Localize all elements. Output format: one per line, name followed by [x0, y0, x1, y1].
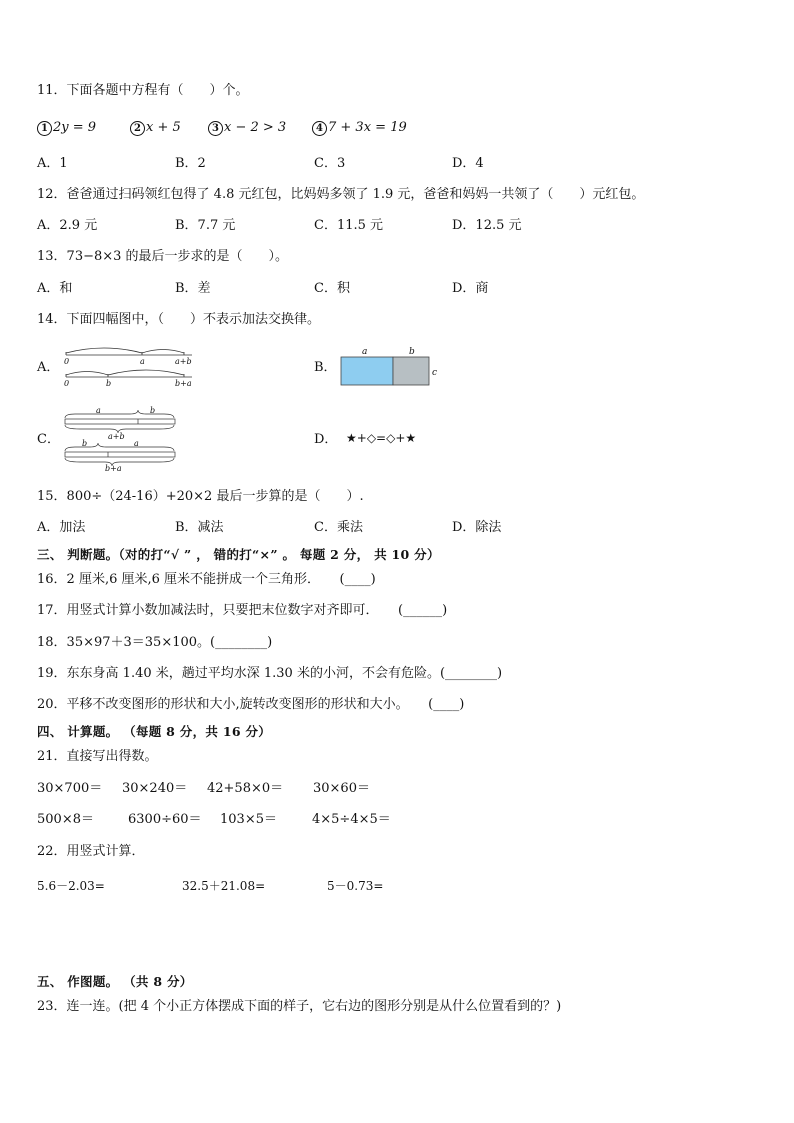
- figc-bottom-b: b: [82, 439, 88, 448]
- q21-r1-c2: 30×240＝: [122, 781, 188, 796]
- q11-option-c[interactable]: C．3: [314, 156, 346, 171]
- q13-option-c[interactable]: C．积: [314, 281, 350, 296]
- q21-r2-c4: 4×5÷4×5＝: [312, 812, 391, 827]
- q14-option-a[interactable]: A．: [37, 360, 60, 375]
- figc-top-sum: a+b: [108, 432, 125, 441]
- q16-text: 16．2 厘米,6 厘米,6 厘米不能拼成一个三角形． (____): [37, 572, 376, 587]
- figa-line1-zero: 0: [64, 357, 70, 366]
- q15-stem: 15．800÷（24-16）+20×2 最后一步算的是（ ）.: [37, 489, 364, 504]
- q14-figure-a: [60, 345, 200, 390]
- q13-option-b[interactable]: B．差: [175, 281, 211, 296]
- q14-option-d[interactable]: D．: [314, 432, 338, 447]
- q15-option-b[interactable]: B．减法: [175, 520, 224, 535]
- q21-r1-c4: 30×60＝: [313, 781, 370, 796]
- q12-option-b[interactable]: B．7.7 元: [175, 218, 236, 233]
- q22-item-2: 32.5＋21.08=: [182, 879, 266, 893]
- q21-r1-c1: 30×700＝: [37, 781, 103, 796]
- q14-figure-d: ★+◇=◇+★: [346, 431, 417, 445]
- figb-label-a: a: [362, 347, 368, 357]
- q13-option-a[interactable]: A．和: [37, 281, 73, 296]
- q15-option-d[interactable]: D．除法: [452, 520, 502, 535]
- figb-rect-a: [341, 357, 393, 385]
- q11-item-3: 3 x − 2 > 3: [208, 119, 286, 137]
- q11-stem: 11．下面各题中方程有（ ）个。: [37, 83, 249, 98]
- q21-r2-c3: 103×5＝: [220, 812, 277, 827]
- q21-stem: 21．直接写出得数。: [37, 749, 158, 764]
- q14-figure-c: [60, 404, 180, 472]
- figb-label-b: b: [409, 347, 415, 357]
- figc-top-b: b: [150, 406, 156, 415]
- q15-option-c[interactable]: C．乘法: [314, 520, 363, 535]
- q15-option-a[interactable]: A．加法: [37, 520, 86, 535]
- q23-text: 23．连一连。(把 4 个小正方体摆成下面的样子，它右边的图形分别是从什么位置看到的？): [37, 999, 562, 1014]
- q21-r2-c1: 500×8＝: [37, 812, 94, 827]
- q22-stem: 22．用竖式计算．: [37, 844, 145, 859]
- q18-text: 18．35×97＋3＝35×100。(________): [37, 635, 273, 650]
- figa-line2-b: b: [106, 379, 112, 388]
- q12-option-c[interactable]: C．11.5 元: [314, 218, 384, 233]
- q14-figure-b: [335, 345, 445, 390]
- q22-item-1: 5.6－2.03=: [37, 879, 105, 893]
- q13-stem: 13．73−8×3 的最后一步求的是（ ）。: [37, 249, 289, 264]
- figa-line2-ba: b+a: [175, 379, 192, 388]
- q19-text: 19．东东身高 1.40 米，趟过平均水深 1.30 米的小河，不会有危险。(________): [37, 666, 503, 681]
- figb-rect-b: [393, 357, 429, 385]
- section-3-heading: 三、 判断题。（对的打“√ ” ， 错的打“×” 。 每题 2 分， 共 10 分）: [37, 547, 440, 562]
- section-5-heading: 五、 作图题。 （共 8 分）: [37, 974, 193, 989]
- figc-bottom-sum: b+a: [105, 464, 122, 472]
- q11-option-a[interactable]: A．1: [37, 156, 68, 171]
- q14-stem: 14．下面四幅图中，（ ）不表示加法交换律。: [37, 312, 321, 327]
- q12-option-a[interactable]: A．2.9 元: [37, 218, 98, 233]
- q11-item-4: 4 7 + 3x = 19: [312, 119, 407, 137]
- figa-line1-ab: a+b: [175, 357, 192, 366]
- figc-top-a: a: [96, 406, 101, 415]
- q21-r1-c3: 42+58×0＝: [207, 781, 284, 796]
- figa-line2-zero: 0: [64, 379, 70, 388]
- q17-text: 17．用竖式计算小数加减法时，只要把末位数字对齐即可． (______): [37, 603, 448, 618]
- q22-item-3: 5－0.73=: [327, 879, 384, 893]
- q12-stem: 12．爸爸通过扫码领红包得了 4.8 元红包，比妈妈多领了 1.9 元，爸爸和妈妈一共领了（ ）元红包。: [37, 187, 645, 202]
- figa-line1-a: a: [140, 357, 145, 366]
- section-4-heading: 四、 计算题。 （每题 8 分，共 16 分）: [37, 724, 272, 739]
- q20-text: 20．平移不改变图形的形状和大小,旋转改变图形的形状和大小。 (____): [37, 697, 465, 712]
- q11-item-1: 1 2y = 9: [37, 119, 96, 137]
- q11-option-b[interactable]: B．2: [175, 156, 206, 171]
- figc-bottom-a: a: [134, 439, 139, 448]
- q14-option-b[interactable]: B．: [314, 360, 337, 375]
- q11-option-d[interactable]: D．4: [452, 156, 484, 171]
- q13-option-d[interactable]: D．商: [452, 281, 489, 296]
- q21-r2-c2: 6300÷60＝: [128, 812, 202, 827]
- q14-option-c[interactable]: C．: [37, 432, 60, 447]
- q12-option-d[interactable]: D．12.5 元: [452, 218, 522, 233]
- q11-item-2: 2 x + 5: [130, 119, 181, 137]
- figb-label-c: c: [432, 368, 438, 378]
